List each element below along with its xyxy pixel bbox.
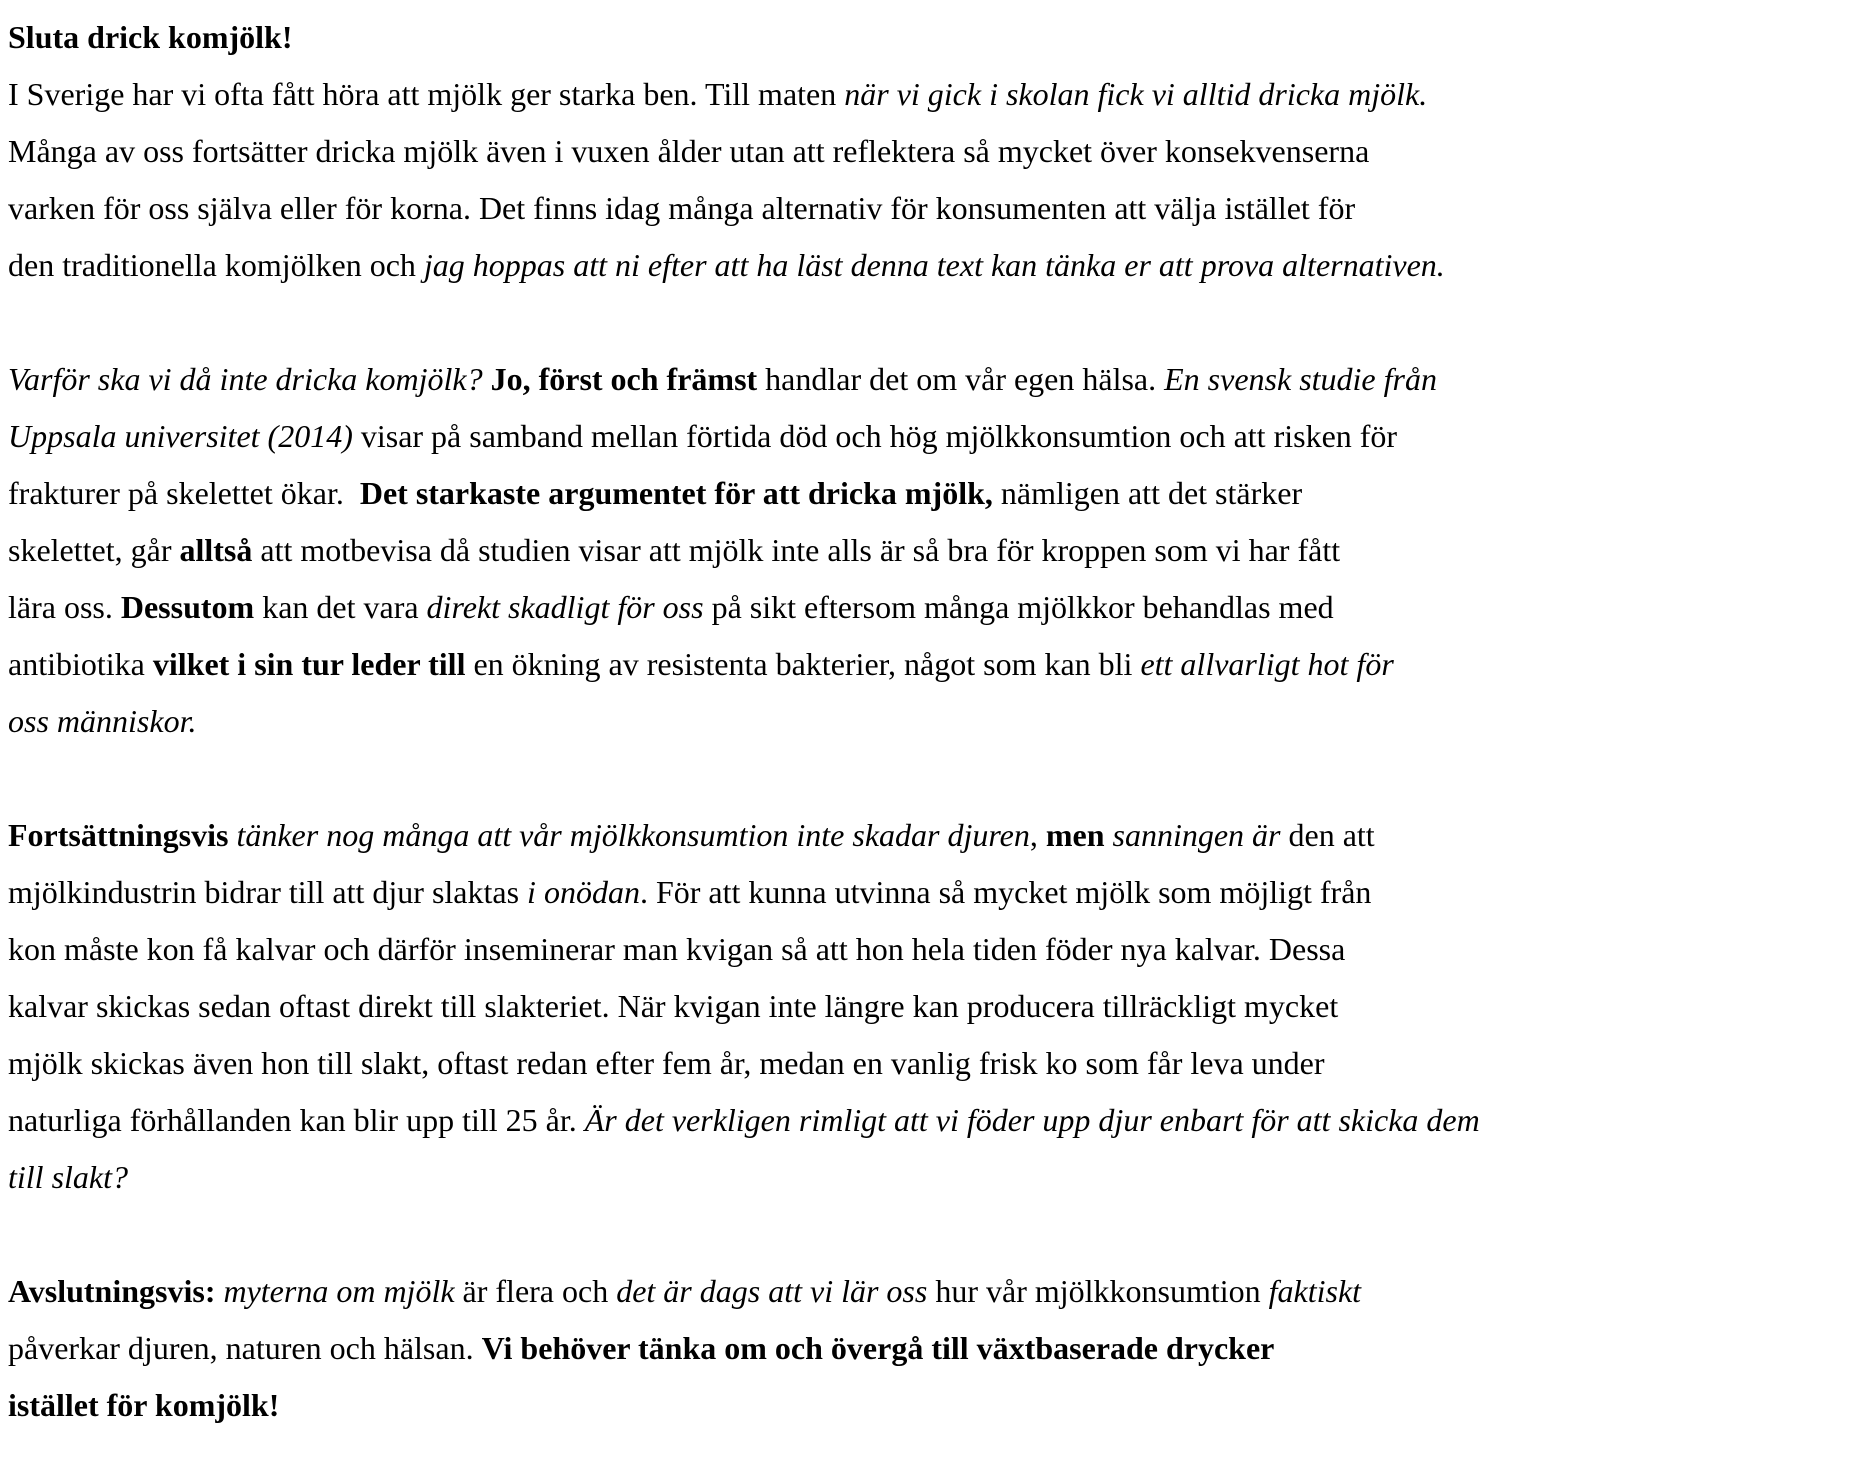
text-run: den att <box>1288 817 1375 853</box>
text-line <box>8 123 1866 180</box>
paragraph <box>8 807 1866 1206</box>
text-run: att motbevisa då studien visar att mjölk inte alls är så bra för kroppen som vi har fått <box>260 532 1341 568</box>
text-line <box>8 1035 1866 1092</box>
text-run: tänker nog många att vår mjölkkonsumtion inte skadar djuren <box>236 817 1030 853</box>
text-run: det är dags att vi lär oss <box>616 1273 936 1309</box>
paragraph <box>8 9 1866 294</box>
text-run: jag hoppas att ni efter att ha läst denna text kan tänka er att prova alternativen. <box>423 247 1445 283</box>
text-run: Många av oss fortsätter dricka mjölk även i vuxen ålder utan att reflektera så mycket över konsekvenserna <box>8 133 1370 169</box>
text-line <box>8 408 1866 465</box>
text-run: sanningen är <box>1112 817 1289 853</box>
text-run: Uppsala universitet (2014) <box>8 418 361 454</box>
text-line <box>8 1149 1866 1206</box>
text-run: mjölk skickas även hon till slakt, oftast redan efter fem år, medan en vanlig frisk ko som får leva under <box>8 1045 1325 1081</box>
text-run: kon måste kon få kalvar och därför inseminerar man kvigan så att hon hela tiden föder nya kalvar. Dessa <box>8 931 1346 967</box>
text-line <box>8 807 1866 864</box>
text-line <box>8 636 1866 693</box>
text-line <box>8 978 1866 1035</box>
text-line <box>8 180 1866 237</box>
text-run: när vi gick i skolan fick vi alltid dricka mjölk. <box>844 76 1428 112</box>
text-run: påverkar djuren, naturen och hälsan. <box>8 1330 482 1366</box>
paragraph <box>8 351 1866 750</box>
text-line <box>8 579 1866 636</box>
text-run: Det starkaste argumentet för att dricka mjölk, <box>359 475 1001 511</box>
text-run: antibiotika <box>8 646 153 682</box>
text-run: visar på samband mellan förtida död och hög mjölkkonsumtion och att risken för <box>360 418 1398 454</box>
text-run: ett allvarligt hot för <box>1140 646 1394 682</box>
text-run: till slakt? <box>8 1159 128 1195</box>
text-line <box>8 351 1866 408</box>
text-run: frakturer på skelettet ökar. <box>8 475 360 511</box>
text-run: en ökning av resistenta bakterier, något som kan bli <box>473 646 1141 682</box>
text-run: naturliga förhållanden kan blir upp till 25 år. <box>8 1102 585 1138</box>
text-run: varken för oss själva eller för korna. Det finns idag många alternativ för konsumenten att välja istället för <box>8 190 1356 226</box>
text-run: Vi behöver tänka om och övergå till växtbaserade drycker <box>481 1330 1275 1366</box>
text-line <box>8 921 1866 978</box>
text-line <box>8 1263 1866 1320</box>
text-run: En svensk studie från <box>1164 361 1437 397</box>
text-run: kan det vara <box>262 589 427 625</box>
text-run: på sikt eftersom många mjölkkor behandlas med <box>711 589 1334 625</box>
text-run: i onödan <box>527 874 640 910</box>
text-run: men <box>1045 817 1113 853</box>
text-run: myterna om mjölk <box>223 1273 463 1309</box>
text-run: faktiskt <box>1268 1273 1362 1309</box>
text-run: den traditionella komjölken och <box>8 247 424 283</box>
text-run: , <box>1029 817 1046 853</box>
text-run: vilket i sin tur leder till <box>152 646 474 682</box>
text-run: . För att kunna utvinna så mycket mjölk som möjligt från <box>639 874 1372 910</box>
text-line <box>8 1377 1866 1434</box>
text-run: hur vår mjölkkonsumtion <box>935 1273 1269 1309</box>
text-run: oss människor. <box>8 703 197 739</box>
text-run: lära oss. <box>8 589 121 625</box>
text-run: Jo, först och främst <box>490 361 766 397</box>
text-run: Är det verkligen rimligt att vi föder upp djur enbart för att skicka dem <box>584 1102 1480 1138</box>
text-line <box>8 1092 1866 1149</box>
text-run: Varför ska vi då inte dricka komjölk? <box>8 361 491 397</box>
text-run: alltså <box>179 532 261 568</box>
text-run: handlar det om vår egen hälsa. <box>765 361 1165 397</box>
text-run: Fortsättningsvis <box>8 817 237 853</box>
text-run: nämligen att det stärker <box>1000 475 1303 511</box>
paragraph <box>8 1263 1866 1434</box>
text-run: är flera och <box>462 1273 617 1309</box>
document-title: Sluta drick komjölk! <box>8 19 293 55</box>
text-line <box>8 66 1866 123</box>
text-run: direkt skadligt för oss <box>426 589 712 625</box>
text-run: istället för komjölk! <box>8 1387 280 1423</box>
text-run: kalvar skickas sedan oftast direkt till slakteriet. När kvigan inte längre kan producera tillräckligt mycket <box>8 988 1339 1024</box>
text-line <box>8 693 1866 750</box>
text-line <box>8 1320 1866 1377</box>
text-run: mjölkindustrin bidrar till att djur slaktas <box>8 874 528 910</box>
text-run: I Sverige har vi ofta fått höra att mjölk ger starka ben. Till maten <box>8 76 845 112</box>
document-content <box>8 9 1866 1434</box>
text-line <box>8 237 1866 294</box>
text-line <box>8 522 1866 579</box>
text-run: Avslutningsvis: <box>8 1273 224 1309</box>
text-run: Dessutom <box>120 589 263 625</box>
text-line <box>8 465 1866 522</box>
text-run: skelettet, går <box>8 532 180 568</box>
text-line <box>8 864 1866 921</box>
